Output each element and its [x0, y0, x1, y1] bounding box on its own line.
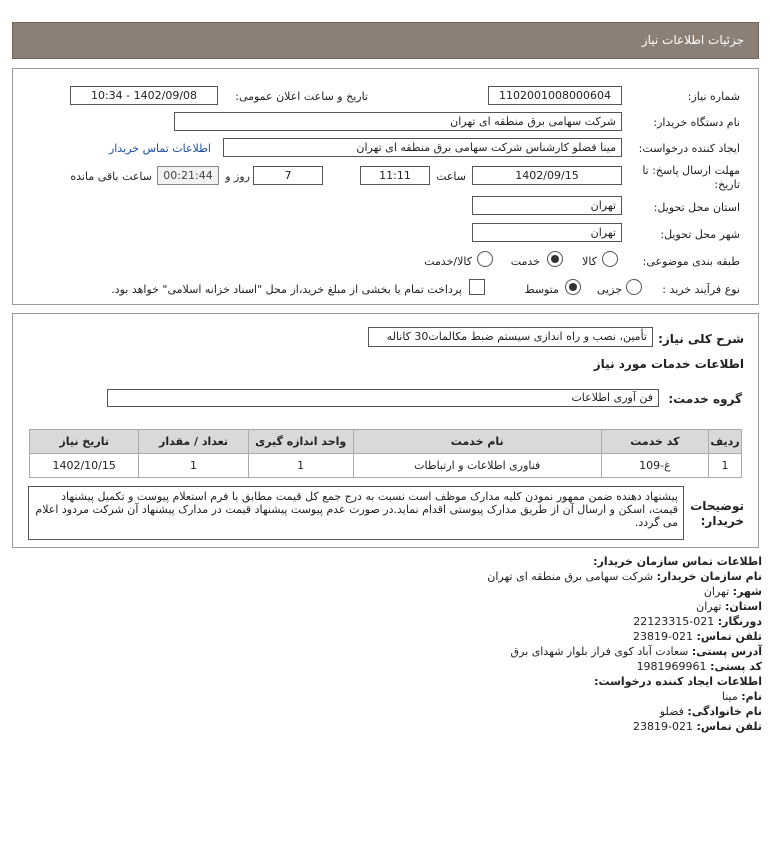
- cell-unit: 1: [248, 454, 353, 478]
- treasury-payment-checkbox[interactable]: [469, 279, 485, 295]
- creator-phone: تلفن تماس: 021-23819: [633, 720, 762, 733]
- contact-postal-code: کد پستی: 1981969961: [636, 660, 762, 673]
- payment-note: پرداخت تمام یا بخشی از مبلغ خرید،از محل "اسناد خزانه اسلامی" خواهد بود.: [111, 283, 462, 296]
- col-row-number: ردیف: [708, 430, 741, 454]
- deadline-label: مهلت ارسال پاسخ: تا: [642, 164, 740, 177]
- notes-label-buyer: خریدار:: [700, 514, 744, 528]
- need-number-label: شماره نیاز:: [687, 90, 740, 103]
- category-option-goods: کالا: [582, 255, 597, 268]
- category-option-goods-service: کالا/خدمت: [424, 255, 472, 268]
- category-radio-goods-service[interactable]: [477, 251, 493, 267]
- summary-field: تأمین، نصب و راه اندازی سیستم ضبط مکالمات30 کاناله: [368, 327, 653, 347]
- days-field: 7: [253, 166, 323, 185]
- services-table: [29, 429, 742, 478]
- cell-need-date: 1402/10/15: [30, 454, 139, 478]
- services-heading: اطلاعات خدمات مورد نیاز: [593, 357, 744, 371]
- contact-phone: تلفن تماس: 021-23819: [633, 630, 762, 643]
- notes-label: توضیحات: [690, 499, 744, 513]
- deadline-date-field: 1402/09/15: [472, 166, 622, 185]
- days-label: روز و: [225, 170, 250, 183]
- process-radio-minor[interactable]: [626, 279, 642, 295]
- process-radio-medium[interactable]: [565, 279, 581, 295]
- category-label: طبقه بندی موضوعی:: [642, 255, 740, 268]
- cell-service-code: غ-109: [601, 454, 708, 478]
- time-label: ساعت: [436, 170, 466, 183]
- category-option-service: خدمت: [510, 255, 540, 268]
- col-service-name: نام خدمت: [353, 430, 601, 454]
- creator-name: نام: مینا: [721, 690, 762, 703]
- col-need-date: تاریخ نیاز: [30, 430, 139, 454]
- page-header: [12, 22, 759, 59]
- contact-city: شهر: تهران: [703, 585, 762, 598]
- creator-title: اطلاعات ایجاد کننده درخواست:: [594, 675, 762, 688]
- category-radio-goods[interactable]: [602, 251, 618, 267]
- province-label: استان محل تحویل:: [653, 201, 740, 214]
- announce-label: تاریخ و ساعت اعلان عمومی:: [235, 90, 368, 103]
- creator-family-name: نام خانوادگی: فضلو: [659, 705, 762, 718]
- service-group-field: فن آوری اطلاعات: [107, 389, 659, 407]
- buyer-field: شرکت سهامی برق منطقه ای تهران: [174, 112, 622, 131]
- city-label: شهر محل تحویل:: [660, 228, 740, 241]
- contact-address: آدرس پستی: سعادت آباد کوی فراز بلوار شهدای برق: [510, 645, 762, 658]
- remaining-label: ساعت باقی مانده: [70, 170, 152, 183]
- notes-text: پیشنهاد دهنده ضمن ممهور نمودن کلیه مدارک موظف است نسبت به درج جمع کل قیمت مطابق با فرم استعلام پیوست و تکمیل پیشنهاد قیمت، اسکن و ارسال آن از طریق مدارک پیوستی اقدام نماید.در صورت عدم پیوست پیشنهاد قیمت در مدارک پیشنهاد آن شرکت مردود اعلام می گردد.: [28, 486, 684, 540]
- process-label: نوع فرآیند خرید :: [662, 283, 740, 296]
- deadline-label-date: تاریخ:: [714, 178, 740, 191]
- need-number-field: 1102001008000604: [488, 86, 622, 105]
- creator-label: ایجاد کننده درخواست:: [638, 142, 740, 155]
- announce-field: 1402/09/08 - 10:34: [70, 86, 218, 105]
- contact-org: نام سازمان خریدار: شرکت سهامی برق منطقه ای تهران: [487, 570, 762, 583]
- table-row: [30, 454, 742, 478]
- col-unit: واحد اندازه گیری: [248, 430, 353, 454]
- remaining-time-field: 00:21:44: [157, 166, 219, 185]
- process-option-minor: جزیی: [596, 283, 622, 296]
- cell-row-number: 1: [708, 454, 741, 478]
- cell-quantity: 1: [139, 454, 248, 478]
- buyer-label: نام دستگاه خریدار:: [653, 116, 740, 129]
- contact-title: اطلاعات تماس سازمان خریدار:: [593, 555, 762, 568]
- deadline-time-field: 11:11: [360, 166, 430, 185]
- col-service-code: کد خدمت: [601, 430, 708, 454]
- buyer-contact-link[interactable]: اطلاعات تماس خریدار: [109, 142, 211, 155]
- city-field: تهران: [472, 223, 622, 242]
- col-quantity: تعداد / مقدار: [139, 430, 248, 454]
- summary-label: شرح کلی نیاز:: [658, 332, 744, 346]
- service-group-label: گروه خدمت:: [668, 392, 742, 406]
- province-field: تهران: [472, 196, 622, 215]
- cell-service-name: فناوری اطلاعات و ارتباطات: [353, 454, 601, 478]
- contact-fax: دورنگار: 021-22123315: [633, 615, 762, 628]
- category-radio-service[interactable]: [547, 251, 563, 267]
- table-header-row: [30, 430, 742, 454]
- creator-field: مینا فضلو کارشناس شرکت سهامی برق منطقه ای تهران: [223, 138, 622, 157]
- contact-province: استان: تهران: [696, 600, 762, 613]
- process-option-medium: متوسط: [524, 283, 559, 296]
- page-title: جزئیات اطلاعات نیاز: [641, 33, 744, 47]
